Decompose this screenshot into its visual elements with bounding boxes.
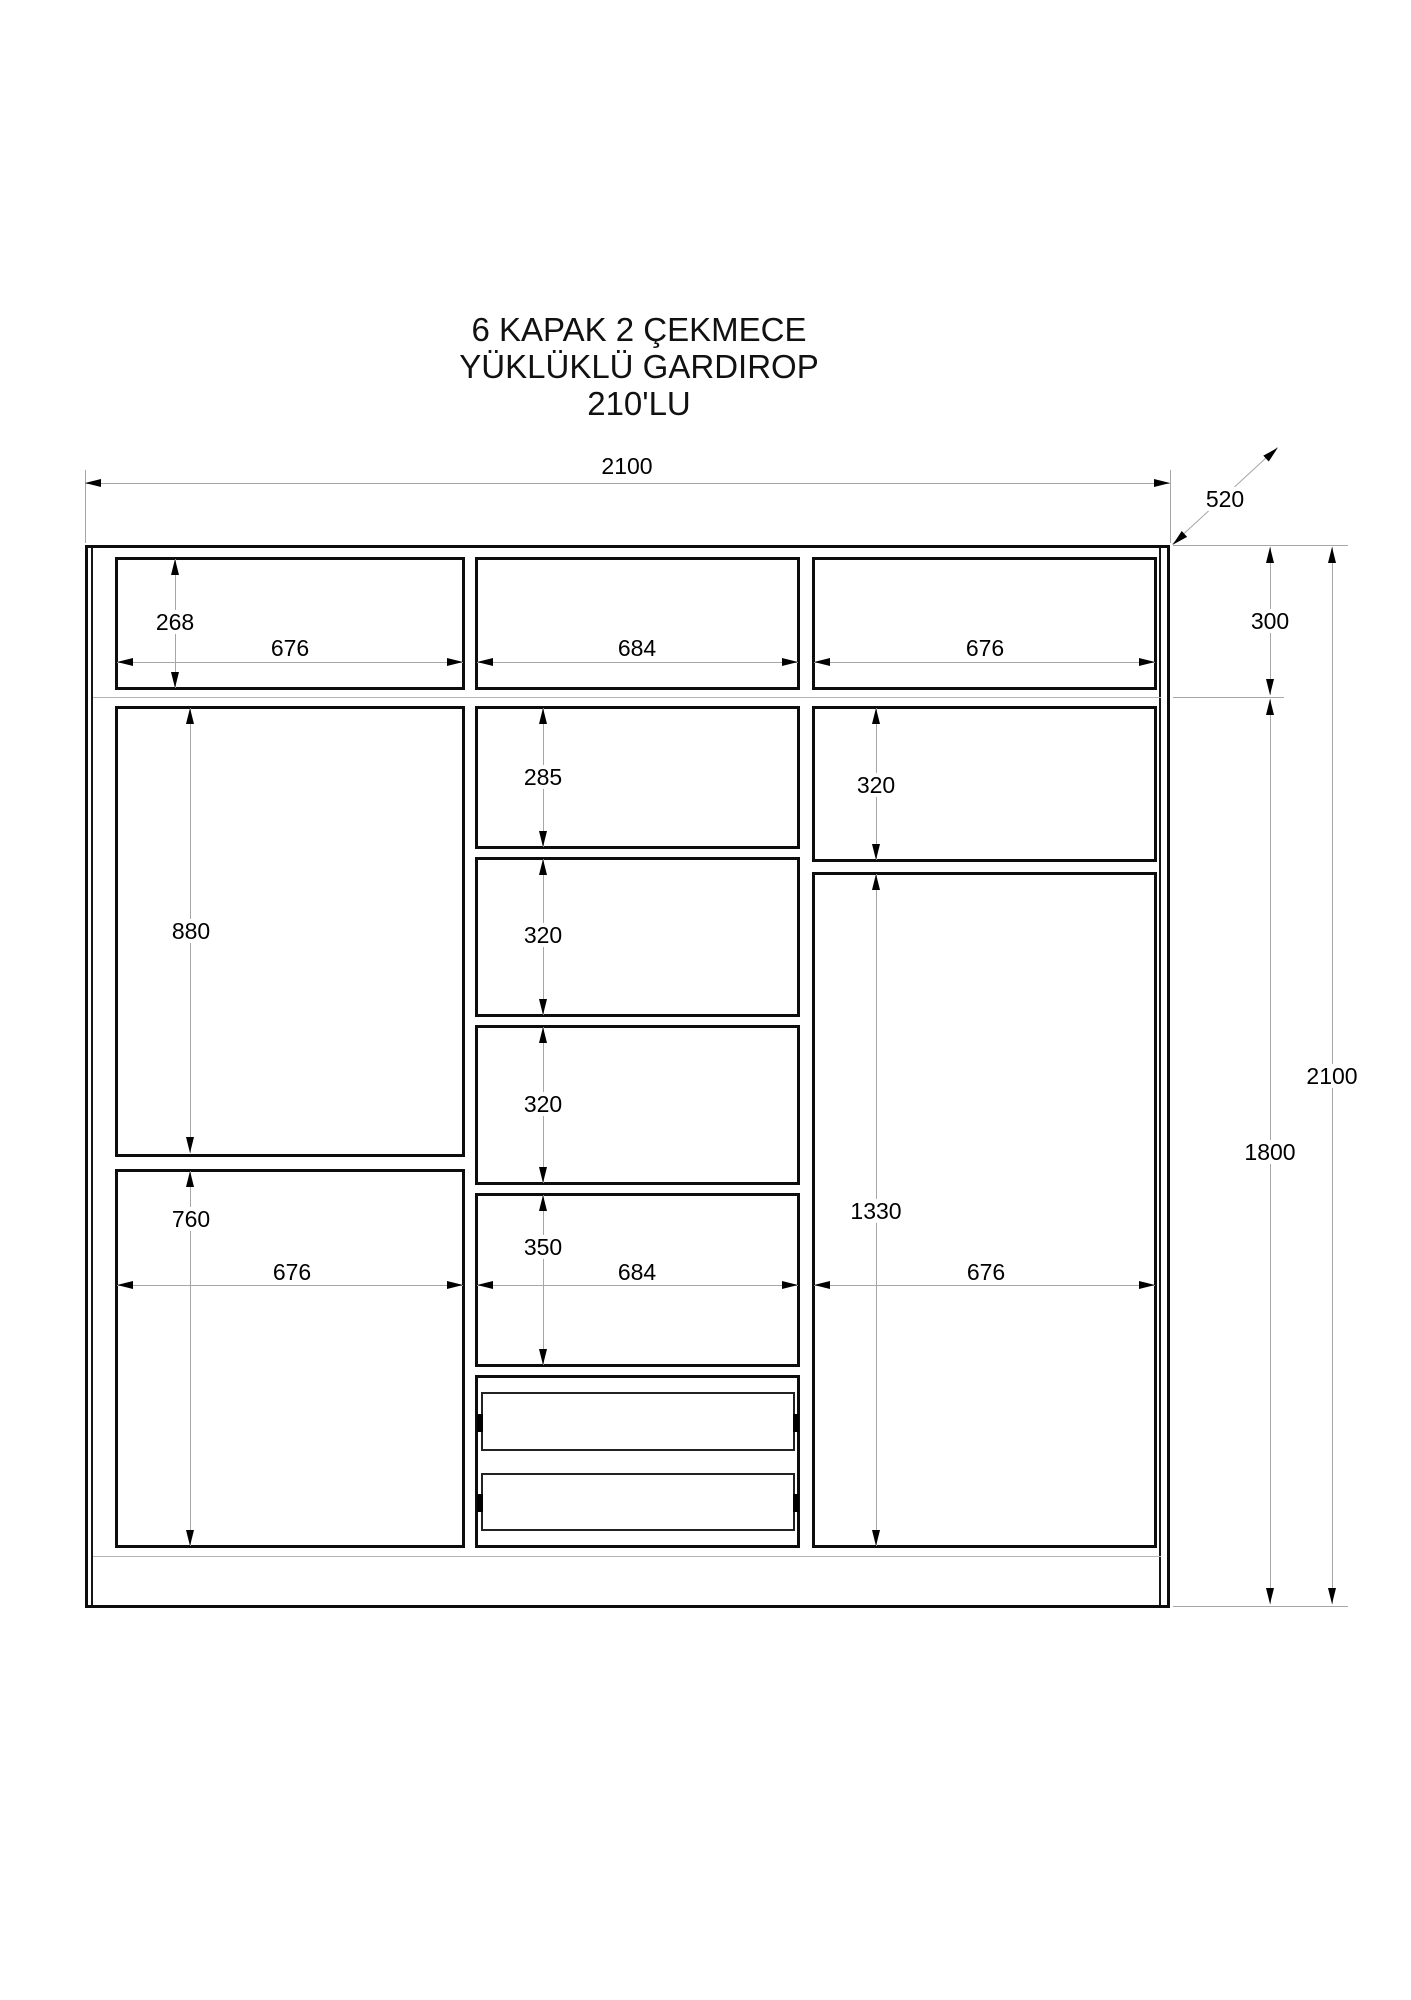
arrow-icon bbox=[539, 999, 547, 1015]
arrow-icon bbox=[539, 831, 547, 847]
arrow-icon bbox=[539, 1167, 547, 1183]
arrow-icon bbox=[117, 1281, 133, 1289]
dim-left-lower-door-height-label: 760 bbox=[168, 1207, 214, 1231]
dim-line-middle-width bbox=[477, 1285, 798, 1286]
drawer-front-1 bbox=[481, 1392, 795, 1451]
dim-depth-label: 520 bbox=[1202, 487, 1248, 511]
dim-line-left-width bbox=[117, 1285, 463, 1286]
dim-body-height-label: 1800 bbox=[1240, 1140, 1299, 1164]
arrow-icon bbox=[1263, 445, 1280, 462]
ext-line-total-width-right bbox=[1170, 470, 1171, 543]
arrow-icon bbox=[171, 672, 179, 688]
dim-line-middle-section4-height bbox=[543, 1195, 544, 1365]
title-line-1: 6 KAPAK 2 ÇEKMECE bbox=[471, 311, 807, 348]
dim-line-top-left-width bbox=[117, 662, 463, 663]
arrow-icon bbox=[85, 479, 101, 487]
carcass-right-inner-line bbox=[1159, 548, 1161, 1605]
arrow-icon bbox=[539, 1195, 547, 1211]
title-line-2: YÜKLÜKLÜ GARDIROP bbox=[459, 348, 819, 385]
arrow-icon bbox=[872, 874, 880, 890]
dim-top-left-width-label: 676 bbox=[267, 636, 313, 660]
compartment-top-middle bbox=[475, 557, 800, 690]
dim-top-right-width-label: 676 bbox=[962, 636, 1008, 660]
arrow-icon bbox=[539, 1027, 547, 1043]
arrow-icon bbox=[1266, 679, 1274, 695]
drawer-front-2 bbox=[481, 1473, 795, 1531]
arrow-icon bbox=[171, 559, 179, 575]
dim-middle-section3-height-label: 320 bbox=[520, 1092, 566, 1116]
dim-line-total-width bbox=[85, 483, 1170, 484]
dim-middle-section2-height-label: 320 bbox=[520, 923, 566, 947]
title-line-3: 210'LU bbox=[587, 385, 691, 422]
ext-line-shelf-right bbox=[1173, 697, 1284, 698]
arrow-icon bbox=[1139, 1281, 1155, 1289]
arrow-icon bbox=[117, 658, 133, 666]
top-shelf-bottom-line bbox=[93, 697, 1161, 698]
drawer-1-right-runner bbox=[793, 1414, 799, 1432]
arrow-icon bbox=[814, 1281, 830, 1289]
dim-left-width-label: 676 bbox=[269, 1260, 315, 1284]
dim-left-upper-door-height-label: 880 bbox=[168, 919, 214, 943]
drawer-2-right-runner bbox=[793, 1494, 799, 1512]
dim-middle-width-label: 684 bbox=[614, 1260, 660, 1284]
dim-line-top-middle-width bbox=[477, 662, 798, 663]
arrow-icon bbox=[1266, 699, 1274, 715]
drawer-1-left-runner bbox=[477, 1414, 483, 1432]
dim-total-width-label: 2100 bbox=[597, 454, 656, 478]
dim-right-door-height-label: 1330 bbox=[846, 1199, 905, 1223]
arrow-icon bbox=[186, 1137, 194, 1153]
carcass-left-inner-line bbox=[91, 548, 93, 1605]
arrow-icon bbox=[447, 1281, 463, 1289]
arrow-icon bbox=[872, 708, 880, 724]
arrow-icon bbox=[814, 658, 830, 666]
dim-top-middle-width-label: 684 bbox=[614, 636, 660, 660]
arrow-icon bbox=[186, 1530, 194, 1546]
arrow-icon bbox=[1328, 1588, 1336, 1604]
arrow-icon bbox=[186, 708, 194, 724]
arrow-icon bbox=[1139, 658, 1155, 666]
arrow-icon bbox=[539, 1349, 547, 1365]
drawer-2-left-runner bbox=[477, 1494, 483, 1512]
arrow-icon bbox=[447, 658, 463, 666]
arrow-icon bbox=[477, 1281, 493, 1289]
dim-line-right-width bbox=[814, 1285, 1155, 1286]
drawing-title bbox=[459, 311, 818, 422]
dim-total-height-label: 2100 bbox=[1302, 1064, 1361, 1088]
ext-line-top-right bbox=[1173, 545, 1348, 546]
arrow-icon bbox=[539, 708, 547, 724]
arrow-icon bbox=[186, 1171, 194, 1187]
arrow-icon bbox=[539, 859, 547, 875]
arrow-icon bbox=[1154, 479, 1170, 487]
arrow-icon bbox=[782, 658, 798, 666]
plinth-top-line bbox=[93, 1556, 1161, 1557]
dim-line-top-right-width bbox=[814, 662, 1155, 663]
ext-line-bottom-right bbox=[1173, 1606, 1348, 1607]
dim-top-left-inner-height-label: 268 bbox=[152, 610, 198, 634]
arrow-icon bbox=[1328, 547, 1336, 563]
dim-right-width-label: 676 bbox=[963, 1260, 1009, 1284]
arrow-icon bbox=[782, 1281, 798, 1289]
dim-right-upper-height-label: 320 bbox=[853, 773, 899, 797]
arrow-icon bbox=[872, 844, 880, 860]
dim-middle-section4-height-label: 350 bbox=[520, 1235, 566, 1259]
dim-middle-section1-height-label: 285 bbox=[520, 765, 566, 789]
arrow-icon bbox=[1266, 547, 1274, 563]
arrow-icon bbox=[477, 658, 493, 666]
compartment-top-right bbox=[812, 557, 1157, 690]
arrow-icon bbox=[1266, 1588, 1274, 1604]
arrow-icon bbox=[872, 1530, 880, 1546]
dim-top-shelf-height-label: 300 bbox=[1247, 609, 1293, 633]
